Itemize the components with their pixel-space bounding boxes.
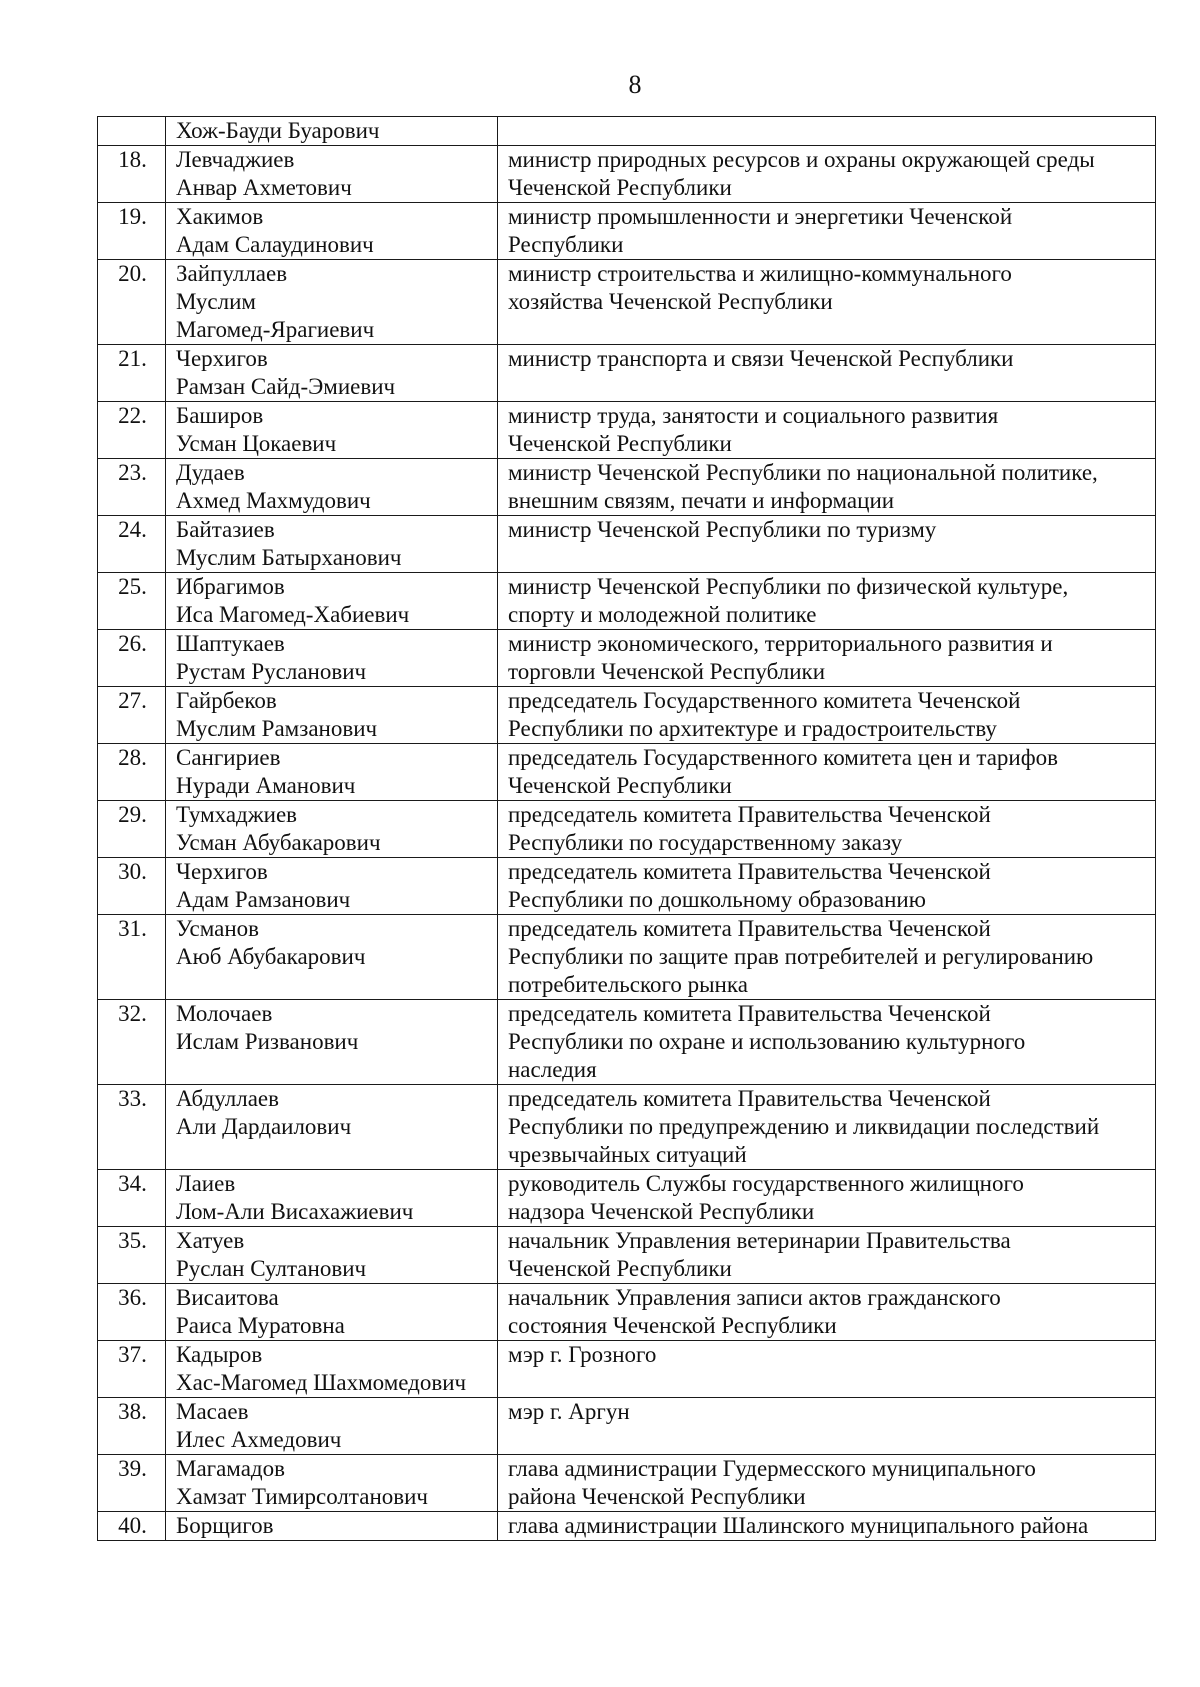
row-number: 40. [98, 1512, 166, 1541]
official-name-line: Адам Салаудинович [176, 232, 374, 257]
official-position-line: председатель комитета Правительства Чеченской [508, 1001, 991, 1026]
official-position [498, 1227, 1156, 1284]
row-number: 39. [98, 1455, 166, 1512]
official-name-line: Баширов [176, 403, 264, 428]
official-name-line: Муслим Рамзанович [176, 716, 378, 741]
official-position-line: председатель Государственного комитета Чеченской [508, 688, 1021, 713]
official-position-line: Республики по государственному заказу [508, 830, 903, 855]
official-position [498, 459, 1156, 516]
table-row [98, 1284, 1156, 1341]
official-name [166, 402, 498, 459]
official-name [166, 203, 498, 260]
official-name [166, 345, 498, 402]
table-row [98, 1000, 1156, 1085]
official-name-line: Шаптукаев [176, 631, 285, 656]
row-number: 27. [98, 687, 166, 744]
official-name-line: Анвар Ахметович [176, 175, 352, 200]
official-position-line: председатель комитета Правительства Чеченской [508, 916, 991, 941]
row-number: 19. [98, 203, 166, 260]
official-name-line: Хакимов [176, 204, 264, 229]
official-name [166, 744, 498, 801]
table-row [98, 1341, 1156, 1398]
official-name-line: Лом-Али Висахажиевич [176, 1199, 414, 1224]
official-name-line: Тумхаджиев [176, 802, 298, 827]
official-name-line: Хас-Магомед Шахмомедович [176, 1370, 467, 1395]
row-number: 30. [98, 858, 166, 915]
official-name [166, 1170, 498, 1227]
official-position-line: начальник Управления ветеринарии Правительства [508, 1228, 1011, 1253]
official-name [166, 1341, 498, 1398]
official-position [498, 345, 1156, 402]
official-position-line: спорту и молодежной политике [508, 602, 817, 627]
row-number: 26. [98, 630, 166, 687]
official-name [166, 1000, 498, 1085]
official-name-line: Нуради Аманович [176, 773, 356, 798]
official-name-line: Висаитова [176, 1285, 279, 1310]
official-position [498, 402, 1156, 459]
row-number: 21. [98, 345, 166, 402]
officials-table-body [98, 117, 1156, 1541]
official-position [498, 146, 1156, 203]
official-position-line: председатель комитета Правительства Чеченской [508, 859, 991, 884]
row-number: 34. [98, 1170, 166, 1227]
official-name-line: Абдуллаев [176, 1086, 279, 1111]
official-position [498, 117, 1156, 146]
official-position-line: Чеченской Республики [508, 431, 732, 456]
row-number: 32. [98, 1000, 166, 1085]
official-position [498, 915, 1156, 1000]
official-position-line: министр промышленности и энергетики Чеченской [508, 204, 1013, 229]
official-position-line: министр Чеченской Республики по национальной политике, [508, 460, 1098, 485]
table-row [98, 915, 1156, 1000]
official-name [166, 801, 498, 858]
row-number: 24. [98, 516, 166, 573]
official-name-line: Адам Рамзанович [176, 887, 351, 912]
official-position [498, 630, 1156, 687]
official-name [166, 260, 498, 345]
official-position-line: министр труда, занятости и социального развития [508, 403, 999, 428]
table-row [98, 345, 1156, 402]
table-row [98, 117, 1156, 146]
official-position [498, 1398, 1156, 1455]
official-position-line: председатель комитета Правительства Чеченской [508, 802, 991, 827]
official-name [166, 1398, 498, 1455]
official-position-line: министр транспорта и связи Чеченской Республики [508, 346, 1014, 371]
table-row [98, 858, 1156, 915]
official-position-line: Чеченской Республики [508, 1256, 732, 1281]
official-position [498, 744, 1156, 801]
official-name-line: Руслан Султанович [176, 1256, 367, 1281]
official-position-line: министр строительства и жилищно-коммунального [508, 261, 1012, 286]
official-name-line: Сангириев [176, 745, 281, 770]
table-row [98, 459, 1156, 516]
official-name [166, 516, 498, 573]
official-position-line: состояния Чеченской Республики [508, 1313, 837, 1338]
official-position-line: Республики по предупреждению и ликвидации последствий [508, 1114, 1100, 1139]
row-number: 37. [98, 1341, 166, 1398]
table-row [98, 687, 1156, 744]
official-position-line: потребительского рынка [508, 972, 748, 997]
official-name-line: Зайпуллаев [176, 261, 288, 286]
official-position-line: министр Чеченской Республики по туризму [508, 517, 937, 542]
official-position-line: министр природных ресурсов и охраны окружающей среды [508, 147, 1095, 172]
row-number: 33. [98, 1085, 166, 1170]
official-position [498, 801, 1156, 858]
official-name-line: Магомед-Ярагиевич [176, 317, 375, 342]
official-name-line: Хож-Бауди Буарович [176, 118, 380, 143]
row-number: 36. [98, 1284, 166, 1341]
official-position-line: руководитель Службы государственного жилищного [508, 1171, 1024, 1196]
official-name-line: Аюб Абубакарович [176, 944, 366, 969]
row-number: 35. [98, 1227, 166, 1284]
official-name [166, 1085, 498, 1170]
row-number: 22. [98, 402, 166, 459]
row-number: 20. [98, 260, 166, 345]
official-name [166, 459, 498, 516]
official-name-line: Борщигов [176, 1513, 274, 1538]
official-position-line: начальник Управления записи актов гражданского [508, 1285, 1001, 1310]
official-name-line: Усманов [176, 916, 260, 941]
official-position [498, 1284, 1156, 1341]
official-position-line: мэр г. Аргун [508, 1399, 630, 1424]
official-position-line: района Чеченской Республики [508, 1484, 806, 1509]
official-position [498, 1341, 1156, 1398]
official-name-line: Гайрбеков [176, 688, 277, 713]
table-row [98, 1455, 1156, 1512]
official-name-line: Ислам Ризванович [176, 1029, 359, 1054]
official-position [498, 1170, 1156, 1227]
table-row [98, 402, 1156, 459]
row-number: 38. [98, 1398, 166, 1455]
official-name-line: Черхигов [176, 346, 268, 371]
official-position [498, 858, 1156, 915]
official-position [498, 1085, 1156, 1170]
table-row [98, 1398, 1156, 1455]
row-number: 31. [98, 915, 166, 1000]
official-name-line: Иса Магомед-Хабиевич [176, 602, 410, 627]
table-row [98, 1512, 1156, 1541]
official-position-line: Республики по дошкольному образованию [508, 887, 926, 912]
table-row [98, 801, 1156, 858]
official-name-line: Хамзат Тимирсолтанович [176, 1484, 428, 1509]
table-row [98, 203, 1156, 260]
official-name [166, 630, 498, 687]
official-name-line: Али Дардаилович [176, 1114, 352, 1139]
official-position [498, 516, 1156, 573]
official-position-line: Республики по охране и использованию культурного [508, 1029, 1026, 1054]
official-position-line: Чеченской Республики [508, 175, 732, 200]
official-position-line: надзора Чеченской Республики [508, 1199, 815, 1224]
table-row [98, 146, 1156, 203]
official-name-line: Рамзан Сайд-Эмиевич [176, 374, 396, 399]
table-row [98, 744, 1156, 801]
official-name-line: Масаев [176, 1399, 249, 1424]
official-position-line: хозяйства Чеченской Республики [508, 289, 833, 314]
row-number [98, 117, 166, 146]
official-position-line: чрезвычайных ситуаций [508, 1142, 747, 1167]
official-position-line: глава администрации Шалинского муниципального района [508, 1513, 1089, 1538]
official-position-line: мэр г. Грозного [508, 1342, 657, 1367]
official-position-line: министр экономического, территориального развития и [508, 631, 1053, 656]
official-name [166, 1284, 498, 1341]
official-position [498, 260, 1156, 345]
table-row [98, 1227, 1156, 1284]
official-name-line: Байтазиев [176, 517, 275, 542]
officials-table [97, 116, 1156, 1541]
table-row [98, 1085, 1156, 1170]
official-name-line: Илес Ахмедович [176, 1427, 342, 1452]
row-number: 25. [98, 573, 166, 630]
official-position [498, 203, 1156, 260]
official-name-line: Черхигов [176, 859, 268, 884]
page-number: 8 [628, 70, 642, 99]
official-name-line: Муслим Батырханович [176, 545, 402, 570]
row-number: 29. [98, 801, 166, 858]
official-name-line: Ахмед Махмудович [176, 488, 371, 513]
official-position-line: торговли Чеченской Республики [508, 659, 826, 684]
official-name-line: Дудаев [176, 460, 245, 485]
official-name-line: Лаиев [176, 1171, 236, 1196]
official-name [166, 687, 498, 744]
table-row [98, 573, 1156, 630]
row-number: 23. [98, 459, 166, 516]
official-position-line: внешним связям, печати и информации [508, 488, 895, 513]
official-position-line: Чеченской Республики [508, 773, 732, 798]
official-name-line: Муслим [176, 289, 256, 314]
official-name [166, 915, 498, 1000]
official-position-line: Республики по архитектуре и градостроительству [508, 716, 997, 741]
official-name-line: Рустам Русланович [176, 659, 367, 684]
official-name-line: Магамадов [176, 1456, 285, 1481]
official-position-line: наследия [508, 1057, 597, 1082]
row-number: 18. [98, 146, 166, 203]
official-name-line: Усман Цокаевич [176, 431, 337, 456]
official-name-line: Раиса Муратовна [176, 1313, 345, 1338]
table-row [98, 630, 1156, 687]
official-position [498, 1512, 1156, 1541]
official-name-line: Молочаев [176, 1001, 273, 1026]
official-name [166, 1512, 498, 1541]
official-position-line: Республики по защите прав потребителей и регулированию [508, 944, 1094, 969]
official-position [498, 573, 1156, 630]
official-name-line: Ибрагимов [176, 574, 285, 599]
table-row [98, 1170, 1156, 1227]
row-number: 28. [98, 744, 166, 801]
official-name-line: Левчаджиев [176, 147, 295, 172]
official-name-line: Кадыров [176, 1342, 263, 1367]
official-position-line: глава администрации Гудермесского муниципального [508, 1456, 1036, 1481]
official-name [166, 1227, 498, 1284]
official-position [498, 1000, 1156, 1085]
official-name-line: Хатуев [176, 1228, 245, 1253]
table-row [98, 516, 1156, 573]
official-name [166, 573, 498, 630]
official-position-line: председатель Государственного комитета цен и тарифов [508, 745, 1058, 770]
official-name [166, 1455, 498, 1512]
official-position-line: министр Чеченской Республики по физической культуре, [508, 574, 1069, 599]
official-position [498, 687, 1156, 744]
official-position-line: Республики [508, 232, 624, 257]
table-row [98, 260, 1156, 345]
official-position-line: председатель комитета Правительства Чеченской [508, 1086, 991, 1111]
official-name [166, 146, 498, 203]
official-name [166, 117, 498, 146]
official-name [166, 858, 498, 915]
official-name-line: Усман Абубакарович [176, 830, 381, 855]
official-position [498, 1455, 1156, 1512]
